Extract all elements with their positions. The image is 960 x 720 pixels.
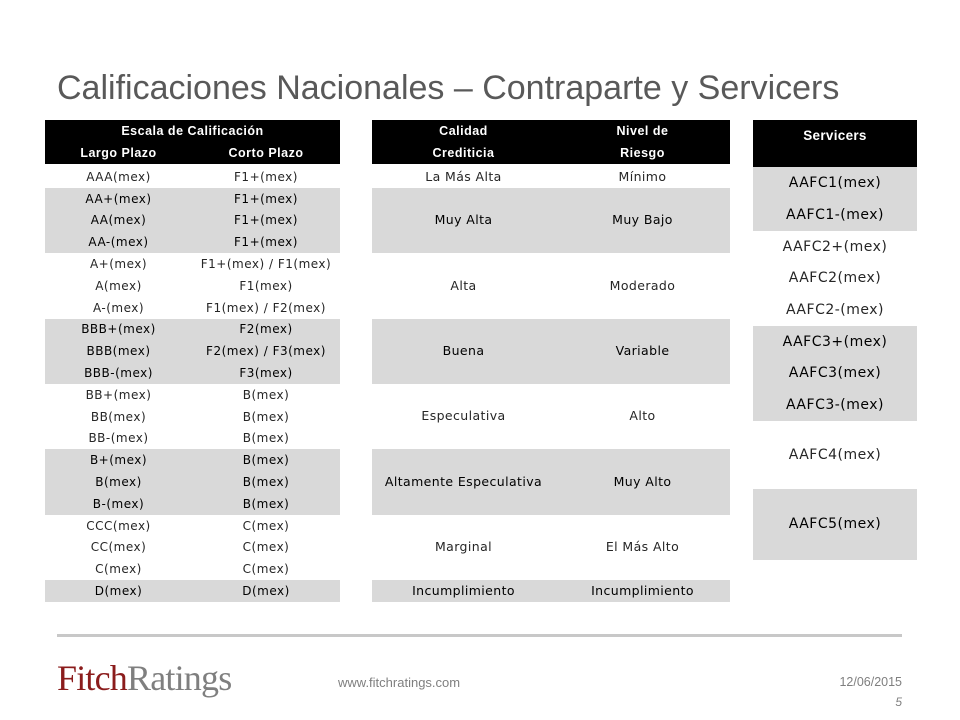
servicer-rating: AAFC3-(mex) [785,397,885,414]
footer-divider [57,634,902,637]
credit-quality: Alta [450,277,477,293]
short-term-rating: C(mex) [242,562,290,577]
long-term-rating: CCC(mex) [86,518,151,533]
long-term-rating: D(mex) [94,584,143,599]
risk-level-header: Riesgo [620,145,665,160]
rating-row [45,340,340,362]
servicer-rating: AAFC2(mex) [788,270,882,287]
long-term-rating: C(mex) [95,562,142,577]
servicer-band [753,421,917,489]
servicer-rating: AAFC2+(mex) [782,238,888,255]
credit-quality: Muy Alta [434,212,493,228]
rating-row [45,493,340,515]
rating-scale-body [45,166,340,602]
rating-band [45,515,340,580]
rating-row [45,384,340,406]
credit-quality: La Más Alta [425,168,502,184]
short-term-rating: D(mex) [242,584,290,599]
short-term-rating: C(mex) [242,518,290,533]
rating-scale-table [45,120,340,602]
servicer-band [753,167,917,231]
rating-row [45,428,340,450]
credit-quality: Incumplimiento [412,582,515,598]
credit-quality-body [372,166,730,602]
rating-row [45,210,340,232]
credit-quality-header: Calidad [439,123,488,138]
short-term-rating: F1+(mex) [234,191,298,206]
long-term-rating: BB(mex) [90,409,147,424]
rating-band [45,253,340,318]
long-term-rating: CC(mex) [90,540,147,555]
long-term-rating: B+(mex) [89,453,148,468]
quality-band [372,166,730,188]
long-term-rating: BBB-(mex) [84,366,153,381]
slide-date: 12/06/2015 [839,675,902,689]
long-term-rating: AAA(mex) [86,169,151,184]
credit-quality-table [372,120,730,602]
rating-row [45,580,340,602]
long-term-rating: BB+(mex) [85,387,152,402]
long-term-rating: A-(mex) [92,300,145,315]
short-term-rating: F1+(mex) / F1(mex) [200,257,332,272]
quality-band [372,253,730,318]
quality-band [372,515,730,580]
fitch-ratings-logo [57,660,231,696]
rating-scale-header: Escala de Calificación [121,123,264,138]
risk-level: Variable [615,343,670,359]
risk-level: Muy Alto [613,473,672,489]
rating-row [45,537,340,559]
logo-ratings-text: Ratings [127,658,232,698]
website-url: www.fitchratings.com [338,675,461,690]
long-term-rating: B(mex) [95,475,142,490]
rating-row [45,319,340,341]
rating-band [45,188,340,253]
long-term-rating: BB-(mex) [88,431,149,446]
rating-row [45,471,340,493]
credit-quality: Marginal [434,539,493,555]
credit-quality: Especulativa [421,408,506,424]
rating-row [45,515,340,537]
short-term-rating: F2(mex) / F3(mex) [206,344,326,359]
servicer-rating: AAFC1(mex) [788,175,882,191]
short-term-rating: B(mex) [242,453,290,468]
servicer-rating: AAFC2-(mex) [785,302,885,319]
short-term-rating: B(mex) [242,387,290,402]
short-term-rating: F1(mex) / F2(mex) [206,300,326,315]
rating-row [45,297,340,319]
quality-band [372,580,730,602]
credit-quality: Buena [442,343,485,359]
slide-title: Calificaciones Nacionales – Contraparte y Servicers [57,69,840,107]
credit-quality: Altamente Especulativa [384,473,543,489]
rating-row [45,362,340,384]
short-term-rating: F3(mex) [239,366,293,381]
rating-band [45,449,340,514]
servicer-rating: AAFC3(mex) [788,365,882,382]
short-term-rating: B(mex) [242,496,290,511]
credit-quality-header-row [372,142,730,164]
servicer-rating: AAFC1-(mex) [785,207,885,223]
quality-band [372,449,730,514]
risk-level: Moderado [609,277,676,293]
rating-row [45,231,340,253]
short-term-rating: F1+(mex) [234,213,298,228]
short-term-rating: F1+(mex) [234,235,298,250]
rating-band [45,166,340,188]
servicer-band [753,489,917,560]
risk-level: Alto [629,408,656,424]
rating-row [45,449,340,471]
rating-scale-header-row [45,120,340,142]
short-term-rating: B(mex) [242,431,290,446]
short-term-rating: B(mex) [242,475,290,490]
short-term-rating: B(mex) [242,409,290,424]
long-term-rating: AA+(mex) [85,191,152,206]
rating-band [45,384,340,449]
long-term-rating: A+(mex) [89,257,148,272]
rating-row [45,166,340,188]
long-term-rating: AA-(mex) [88,235,149,250]
short-term-rating: F2(mex) [239,322,293,337]
servicers-header: Servicers [753,120,917,167]
short-term-header: Corto Plazo [228,145,304,160]
servicer-rating: AAFC4(mex) [788,446,882,463]
short-term-rating: F1(mex) [239,278,293,293]
short-term-rating: C(mex) [242,540,290,555]
rating-row [45,558,340,580]
term-header-row [45,142,340,164]
servicer-band [753,326,917,421]
risk-level: Mínimo [618,168,667,184]
long-term-rating: AA(mex) [90,213,147,228]
risk-level: Incumplimiento [591,582,694,598]
long-term-header: Largo Plazo [80,145,157,160]
rating-row [45,275,340,297]
rating-row [45,253,340,275]
servicer-rating: AAFC3+(mex) [782,333,888,350]
servicer-rating: AAFC5(mex) [788,516,882,533]
quality-band [372,188,730,253]
page-number: 5 [895,695,902,709]
risk-level-header: Nivel de [616,123,669,138]
rating-row [45,188,340,210]
risk-level: El Más Alto [605,539,680,555]
logo-fitch-text: Fitch [57,658,128,698]
credit-quality-header: Crediticia [432,145,495,160]
quality-band [372,319,730,384]
rating-band [45,319,340,384]
credit-quality-header-row [372,120,730,142]
long-term-rating: B-(mex) [92,496,145,511]
long-term-rating: BBB(mex) [86,344,151,359]
servicer-band [753,231,917,326]
rating-band [45,580,340,602]
rating-row [45,406,340,428]
quality-band [372,384,730,449]
risk-level: Muy Bajo [612,212,673,228]
long-term-rating: BBB+(mex) [81,322,156,337]
short-term-rating: F1+(mex) [234,169,298,184]
long-term-rating: A(mex) [95,278,142,293]
servicers-table [753,120,917,560]
